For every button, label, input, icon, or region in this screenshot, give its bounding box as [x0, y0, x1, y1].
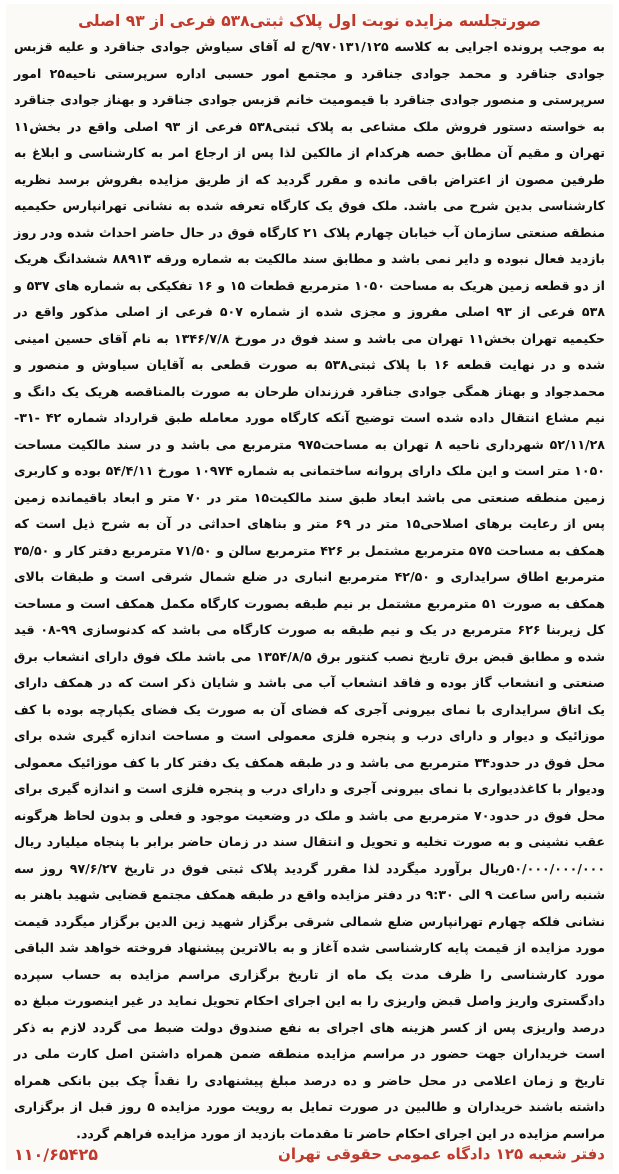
notice-footer [14, 1140, 605, 1168]
notice-title: صورتجلسه مزایده نوبت اول پلاک ثبتی۵۳۸ فرعی از ۹۳ اصلی [78, 12, 541, 30]
issuing-office: دفتر شعبه ۱۲۵ دادگاه عمومی حقوقی تهران [278, 1145, 605, 1163]
reference-number: ۱۱۰/۶۵۴۲۵ [14, 1144, 98, 1164]
notice-body: به موجب پرونده اجرایی به کلاسه ۹۷۰۱۳۱/۱۲۵/ج له آقای سیاوش جوادی جناقرد و علیه قزبس جوادی جناقرد و محمد جوادی جناقرد و مجتمع امور حسبی اداره سرپرستی ناحیه۲۵ امور سرپرستی و منصور جوادی جناقرد با قیمومیت خانم قزبس جوادی جناقرد و بهناز جوادی جناقرد به خواسته دستور فروش ملک مشاعی به پلاک ثبتی۵۳۸ فرعی از ۹۳ اصلی واقع در بخش۱۱ تهران و مقیم آن مطابق حصه هرکدام از مالکین لذا پس از ارجاع امر به کارشناسی و ابلاغ به طرفین مصون از اعتراض باقی مانده و مقرر گردید که از طریق مزایده بفروش برسد نظریه کارشناسی بدین شرح می باشد. ملک فوق یک کارگاه تعرفه شده به نشانی تهرانپارس حکیمیه منطقه صنعتی سازمان آب خیابان چهارم پلاک ۲۱ کارگاه فوق در حال حاضر احداث شده ودر روز بازدید فعال نبوده و دایر نمی باشد و مطابق سند مالکیت به شماره ورقه ۸۸۹۱۳ ششدانگ هریک از دو قطعه زمین هریک به مساحت ۱۰۵۰ مترمربع قطعات ۱۵ و ۱۶ تفکیکی به شماره های ۵۳۷ و ۵۳۸ فرعی از ۹۳ اصلی مفروز و مجزی شده از شماره ۵۰۷ فرعی از اصلی مذکور واقع در حکیمیه تهران بخش۱۱ تهران می باشد و سند فوق در مورخ ۱۳۴۶/۷/۸ به نام آقای حسین امینی شده و در نهایت قطعه ۱۶ با پلاک ثبتی۵۳۸ به صورت قطعی به آقایان سیاوش و منصور و محمدجواد و بهناز همگی جوادی جناقرد فرزندان طرحان به صورت بالمناقصه هریک یک دانگ و نیم مشاع انتقال داده شده است توضیح آنکه کارگاه مورد معامله طبق قرارداد شماره ۴۲ -۳۱- ۵۲/۱۱/۲۸ شهرداری ناحیه ۸ تهران به مساحت۹۷۵ مترمربع می باشد و در سند مالکیت مساحت ۱۰۵۰ متر است و این ملک دارای پروانه ساختمانی به شماره ۱۰۹۷۴ مورخ ۵۴/۴/۱۱ بوده و کاربری زمین منطقه صنعتی می باشد ابعاد طبق سند مالکیت۱۵ متر در ۷۰ متر و ابعاد باقیمانده زمین پس از رعایت برهای اصلاحی۱۵ متر در ۶۹ متر و بناهای احداثی در آن به شرح ذیل است که همکف به مساحت ۵۷۵ مترمربع مشتمل بر ۴۲۶ مترمربع سالن و ۷۱/۵۰ مترمربع دفتر کار و ۳۵/۵۰ مترمربع اطاق سرایداری و ۴۲/۵۰ مترمربع انباری در ضلع شمال شرقی است و طبقات بالای همکف به صورت ۵۱ مترمربع مشتمل بر نیم طبقه بصورت کارگاه مکمل همکف است و مساحت کل زیربنا ۶۲۶ مترمربع در یک و نیم طبقه به صورت کارگاه می باشد که کدنوسازی ۹۹-۰۸ قید شده و مطابق قبض برق تاریخ نصب کنتور برق ۱۳۵۴/۸/۵ می باشد ملک فوق دارای انشعاب برق صنعتی و انشعاب گاز بوده و فاقد انشعاب آب می باشد و شایان ذکر است که در همکف دارای یک اتاق سرایداری با نمای بیرونی آجری که فضای آن به صورت یک فضای یکپارچه بوده با کف موزائیک و دیوار و دارای درب و پنجره فلزی معمولی است و مساحت اندازه گیری شده برای محل فوق در حدود۳۴ مترمربع می باشد و در طبقه همکف یک دفتر کار با کف موزائیک معمولی ودیوار با کاغذدیواری با نمای بیرونی آجری و دارای درب و پنجره فلزی است و اندازه گیری برای محل فوق در حدود۷۰ مترمربع می باشد و ملک در وضعیت موجود و فعلی و بدون لحاظ هرگونه عقب نشینی و به صورت تخلیه و تحویل و انتقال سند در زمان حاضر برابر با پنجاه میلیارد ریال ۵۰/۰۰۰/۰۰۰/۰۰۰ریال برآورد میگردد لذا مقرر گردید پلاک ثبتی فوق در تاریخ ۹۷/۶/۲۷ روز سه شنبه راس ساعت ۹ الی ۹:۳۰ در دفتر مزایده واقع در طبقه همکف مجتمع قضایی شهید باهنر به نشانی فلکه چهارم تهرانپارس ضلع شمالی شرقی برگزار شهید زین الدین برگزار میگردد قیمت مورد مزایده از قیمت پایه کارشناسی شده آغاز و به بالاترین پیشنهاد فروخته خواهد شد الباقی مورد کارشناسی را ظرف مدت یک ماه از تاریخ برگزاری مراسم مزایده به حساب سپرده دادگستری واریز واصل قبض واریزی را به این اجرای احکام تحویل نماید در غیر اینصورت مبلغ ده درصد واریزی پس از کسر هزینه های اجرای به نفع صندوق دولت ضبط می گردد لازم به ذکر است خریداران جهت حضور در مراسم مزایده منطقه ضمن همراه داشتن اصل کارت ملی در تاریخ و زمان اعلامی در محل حاضر و ده درصد مبلغ پیشنهادی را نقداً چک بین بانکی همراه داشته باشند خریداران و طالبین در صورت تمایل به رویت مورد مزایده ۵ روز قبل از برگزاری مراسم مزایده در این اجرای احکام حاضر تا مقدمات بازدید از مورد مزایده فراهم گردد. [14, 39, 606, 1141]
auction-notice [6, 4, 613, 1170]
